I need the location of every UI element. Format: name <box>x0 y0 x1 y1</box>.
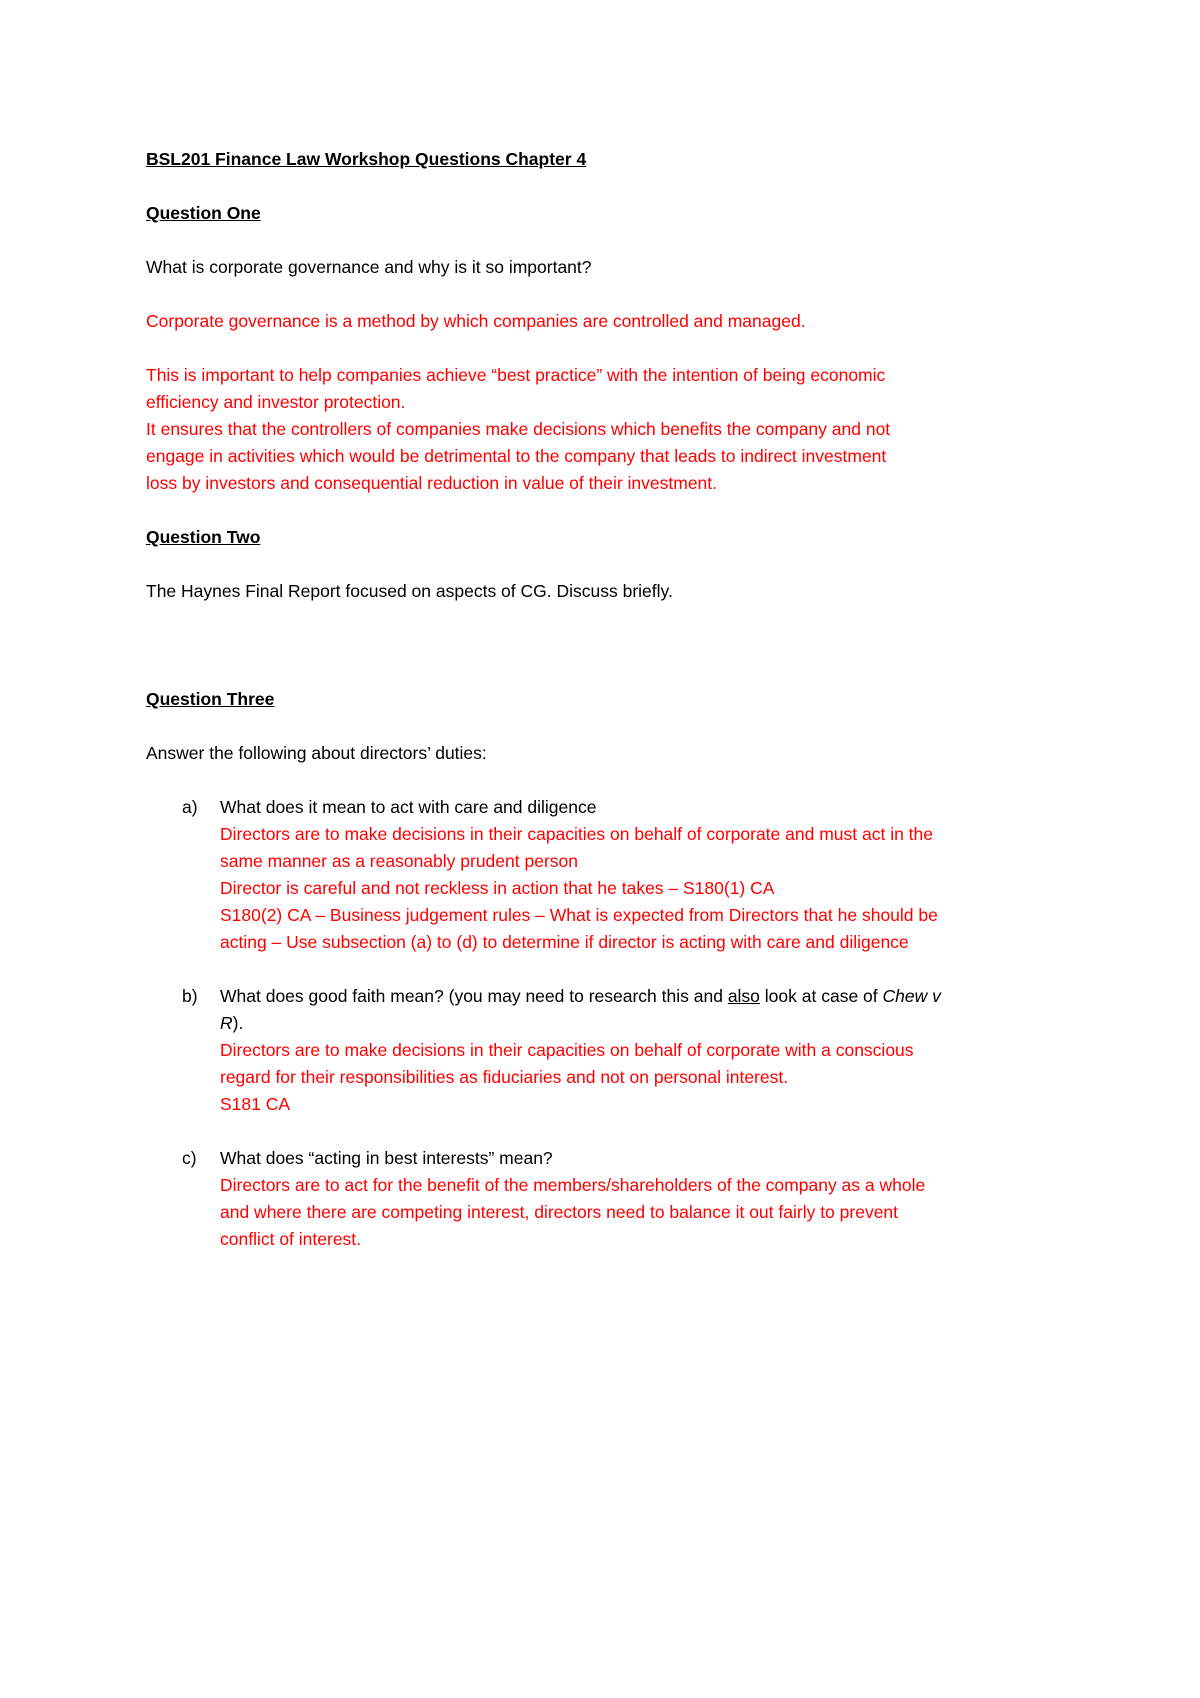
answer-c-line: Directors are to act for the benefit of the members/shareholders of the company as a whole <box>220 1175 926 1195</box>
list-item-a <box>146 794 1076 956</box>
question-three-intro: Answer the following about directors’ duties: <box>146 743 487 763</box>
question-two-text: The Haynes Final Report focused on aspects of CG. Discuss briefly. <box>146 581 673 601</box>
question-one-answer-definition: Corporate governance is a method by which companies are controlled and managed. <box>146 311 806 331</box>
answer-b-line: Directors are to make decisions in their capacities on behalf of corporate with a conscious <box>220 1040 914 1060</box>
answer-b-line: regard for their responsibilities as fiduciaries and not on personal interest. <box>220 1067 789 1087</box>
question-one-text: What is corporate governance and why is it so important? <box>146 257 592 277</box>
list-marker-b: b) <box>182 986 198 1006</box>
question-b-case-name: Chew v <box>882 986 941 1006</box>
answer-a-line: S180(2) CA – Business judgement rules – What is expected from Directors that he should be <box>220 905 938 925</box>
list-marker-c: c) <box>182 1148 197 1168</box>
answer-a-line: Director is careful and not reckless in action that he takes – S180(1) CA <box>220 878 775 898</box>
question-b-also: also <box>727 986 760 1006</box>
question-one-answer-line: efficiency and investor protection. <box>146 392 406 412</box>
answer-c-line: conflict of interest. <box>220 1229 362 1249</box>
question-one-answer-line: engage in activities which would be detrimental to the company that leads to indirect investment <box>146 446 887 466</box>
question-b-text <box>220 983 1076 1010</box>
document-title: BSL201 Finance Law Workshop Questions Chapter 4 <box>146 149 587 169</box>
question-b-part1: What does good faith mean? (you may need to research this and <box>220 986 728 1006</box>
document-page <box>146 146 1076 1253</box>
question-a-text: What does it mean to act with care and diligence <box>220 797 597 817</box>
question-b-part2: look at case of <box>759 986 883 1006</box>
question-one-answer-line: loss by investors and consequential reduction in value of their investment. <box>146 473 718 493</box>
question-b-text-cont <box>220 1010 1076 1037</box>
question-one-answer-line: This is important to help companies achieve “best practice” with the intention of being economic <box>146 365 886 385</box>
answer-a-line: Directors are to make decisions in their capacities on behalf of corporate and must act in the <box>220 824 934 844</box>
answer-a-line: same manner as a reasonably prudent person <box>220 851 578 871</box>
question-one-heading: Question One <box>146 203 261 223</box>
list-item-b <box>146 983 1076 1118</box>
question-b-case-name-cont: R <box>220 1013 233 1033</box>
answer-a-line: acting – Use subsection (a) to (d) to determine if director is acting with care and diligence <box>220 932 909 952</box>
question-three-heading: Question Three <box>146 689 275 709</box>
question-one-answer-line: It ensures that the controllers of companies make decisions which benefits the company and not <box>146 419 891 439</box>
list-marker-a: a) <box>182 797 198 817</box>
list-item-c <box>146 1145 1076 1253</box>
answer-b-line: S181 CA <box>220 1094 291 1114</box>
question-b-end: ). <box>232 1013 244 1033</box>
question-two-heading: Question Two <box>146 527 261 547</box>
answer-c-line: and where there are competing interest, directors need to balance it out fairly to prevent <box>220 1202 899 1222</box>
question-c-text: What does “acting in best interests” mean? <box>220 1148 553 1168</box>
